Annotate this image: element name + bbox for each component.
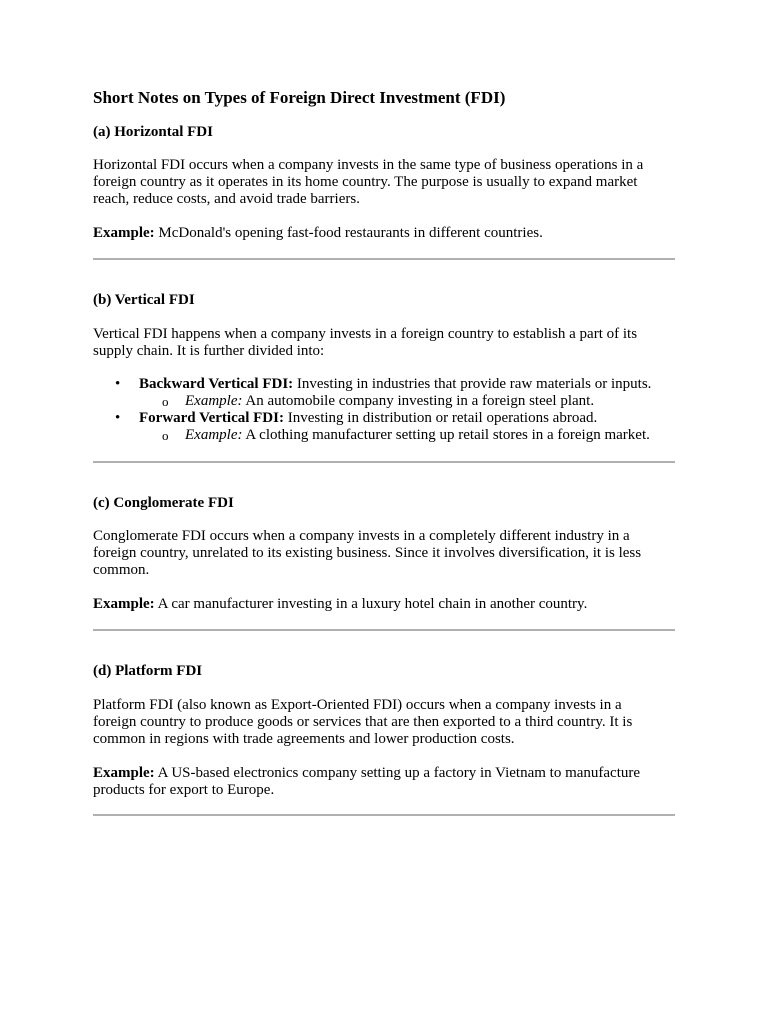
sub-item-text: An automobile company investing in a foreign steel plant.: [242, 393, 595, 409]
sub-list-item: [93, 427, 693, 444]
sub-item-text: A clothing manufacturer setting up retail stores in a foreign market.: [242, 427, 650, 443]
example-label: Example:: [93, 596, 155, 612]
section-paragraph-conglomerate: [93, 528, 675, 579]
example-label: Example:: [93, 225, 155, 241]
example-platform: [93, 765, 675, 799]
example-label: Example:: [93, 765, 155, 781]
section-heading-platform: (d) Platform FDI: [93, 663, 203, 679]
section-divider: [93, 814, 675, 816]
example-line: products for export to Europe.: [93, 782, 275, 798]
section-heading-vertical: (b) Vertical FDI: [93, 292, 195, 308]
list-item: [93, 410, 693, 427]
paragraph-line: Platform FDI (also known as Export-Oriented FDI) occurs when a company invests in a: [93, 697, 622, 713]
example-line: [93, 225, 675, 242]
paragraph-line: supply chain. It is further divided into:: [93, 343, 325, 359]
paragraph-line: Horizontal FDI occurs when a company invests in the same type of business operations in a: [93, 157, 644, 173]
list-item-label: Forward Vertical FDI:: [139, 410, 284, 426]
paragraph-line: foreign country to produce goods or services that are then exported to a third country. It is: [93, 714, 633, 730]
example-horizontal: [93, 225, 675, 242]
section-divider: [93, 629, 675, 631]
paragraph-line: reach, reduce costs, and avoid trade barriers.: [93, 191, 360, 207]
section-paragraph-vertical: [93, 326, 675, 360]
example-line: [93, 765, 675, 782]
section-divider: [93, 461, 675, 463]
list-item-label: Backward Vertical FDI:: [139, 376, 294, 392]
document-title: Short Notes on Types of Foreign Direct Investment (FDI): [93, 88, 506, 107]
paragraph-line: Vertical FDI happens when a company invests in a foreign country to establish a part of its: [93, 326, 638, 342]
section-heading-conglomerate: (c) Conglomerate FDI: [93, 495, 234, 511]
paragraph-line: common.: [93, 562, 150, 578]
bullet-icon: •: [115, 410, 121, 426]
list-item-text: Investing in distribution or retail operations abroad.: [283, 410, 598, 426]
sub-item-label: Example:: [185, 427, 243, 443]
example-conglomerate: [93, 596, 675, 613]
list-item-text: Investing in industries that provide raw materials or inputs.: [293, 376, 652, 392]
paragraph-line: foreign country, unrelated to its existing business. Since it involves diversification, it is less: [93, 545, 642, 561]
paragraph-line: foreign country as it operates in its home country. The purpose is usually to expand market: [93, 174, 638, 190]
section-paragraph-horizontal: [93, 157, 675, 208]
section-paragraph-platform: [93, 697, 675, 748]
example-text: A car manufacturer investing in a luxury hotel chain in another country.: [154, 596, 588, 612]
sub-bullet-icon: o: [162, 394, 169, 409]
example-line: [93, 596, 675, 613]
sub-bullet-icon: o: [162, 428, 169, 443]
example-text: McDonald's opening fast-food restaurants in different countries.: [154, 225, 543, 241]
vertical-fdi-list: [93, 376, 693, 444]
example-text: A US-based electronics company setting up a factory in Vietnam to manufacture: [154, 765, 641, 781]
section-divider: [93, 258, 675, 260]
list-item: [93, 376, 693, 393]
paragraph-line: common in regions with trade agreements and lower production costs.: [93, 731, 515, 747]
section-heading-horizontal: (a) Horizontal FDI: [93, 124, 213, 140]
sub-item-label: Example:: [185, 393, 243, 409]
sub-list-item: [93, 393, 693, 410]
bullet-icon: •: [115, 376, 121, 392]
paragraph-line: Conglomerate FDI occurs when a company invests in a completely different industry in a: [93, 528, 630, 544]
